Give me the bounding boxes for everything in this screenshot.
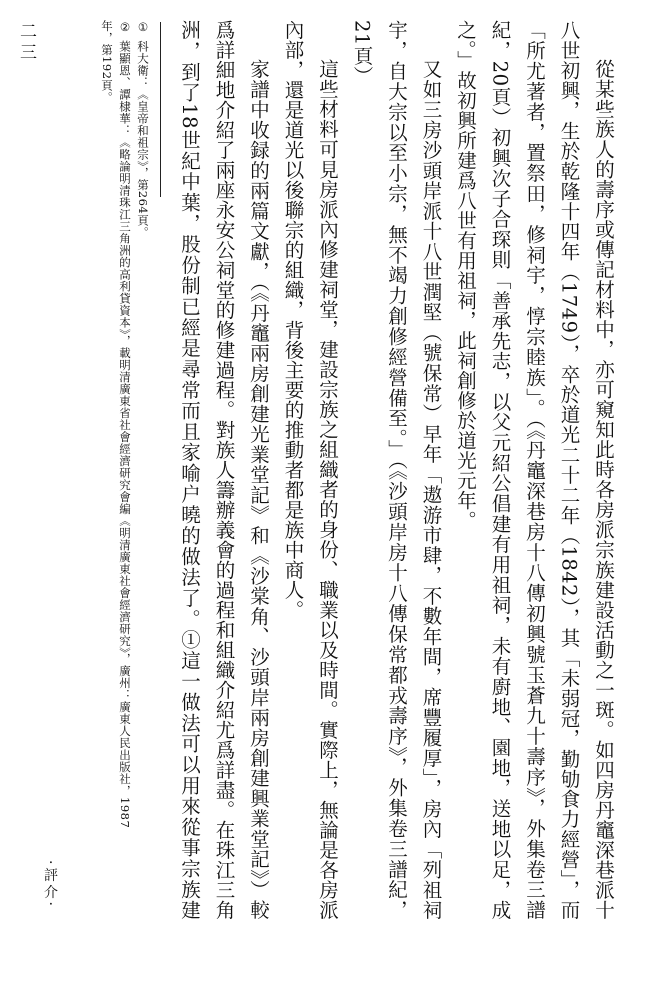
footnote-text: 葉顯恩、譚棣華：《略論明清珠江三角洲的高利貸資本》，載明清廣東省社會經濟研究會編《明清廣東社會經濟研究》，廣州：廣東人民出版社，1987年，第192頁。 (100, 20, 132, 829)
paragraph: 從某些族人的壽序或傳記材料中，亦可窺知此時各房派宗族建設活動之一斑。如四房丹竈深巷派十八世初興，生於乾隆十四年（1749），卒於道光二十二年（1842），其「未弱冠，勤劬食力經營」，而「所尤著者，置祭田，修祠宇，惇宗睦族」。（《丹竈深巷房十八傳初興號玉蒼九十壽序》，外集卷三譜紀，20頁）初興次子合琛則「善承先志，以父元紹公倡建有用祖祠，未有廚地、園地，送地以足，成之。」故初興所建爲八世有用祖祠，此祠創修於道光元年。 (454, 20, 615, 920)
footnote-separator (160, 22, 161, 197)
footnote (98, 20, 134, 840)
body-text (176, 20, 620, 920)
footnote (134, 20, 152, 840)
paragraph: 這些材料可見房派內修建祠堂，建設宗族之組織者的身份、職業以及時間。實際上，無論是各房派內部，還是道光以後聯宗的組織，背後主要的推動者都是族中商人。 (281, 20, 339, 920)
paragraph: 家譜中收録的兩篇文獻，（《丹竈兩房創建光業堂記》和《沙棠角、沙頭岸兩房創建興業堂記》）較爲詳細地介紹了兩座永安公祠堂的修建過程。對族人籌辦義會的過程和組織介紹尤爲詳盡。在珠江三角洲，到了18世紀中葉，股份制已經是尋常而且家喻户曉的做法了。①這一做法可以用來從事宗族建 (178, 20, 270, 920)
footnotes (84, 20, 152, 840)
page-number: 二三 (16, 22, 36, 64)
footnote-text: 科大衛：《皇帝和祖宗》，第264頁。 (136, 40, 150, 239)
running-head: ·評介· (42, 860, 58, 909)
footnote-mark: ① (136, 20, 150, 35)
paragraph: 又如三房沙頭岸派十八世潤堅（號保常）早年「遨游市肆，不數年間，席豐履厚」，房內「列祖祠宇，自大宗以至小宗，無不竭力創修經營備至。」（《沙頭岸房十八傳保常都戎壽序》，外集卷三譜紀，21頁） (350, 20, 443, 920)
footnote-mark: ② (118, 20, 132, 35)
